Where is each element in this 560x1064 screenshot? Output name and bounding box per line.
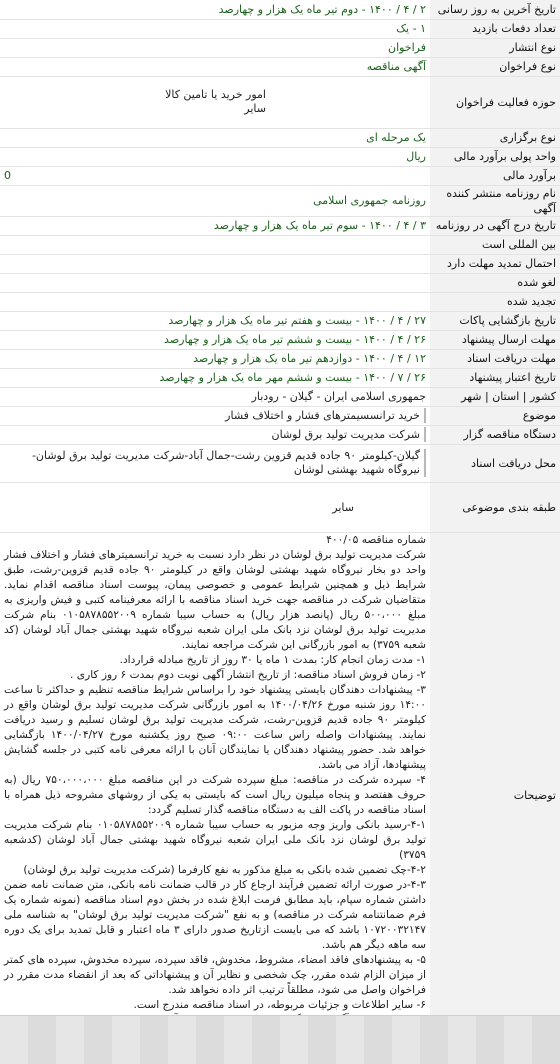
value-newspaper: روزنامه جمهوری اسلامی — [0, 185, 430, 216]
label-submit-deadline: مهلت ارسال پیشنهاد — [430, 330, 560, 349]
label-subject: موضوع — [430, 406, 560, 425]
description-line: ۵- به پیشنهادهای فاقد امضاء، مشروط، مخدوش، فاقد سپرده، سپرده مخدوش، سپرده های کمتر از میزان الزام شده مقرر، چک شخصی و نظایر آن و پیشنهاداتی که بعد از انقضاء مدت مقرر در فراخوان واصل می شود، مطلقاً ترتیب اثر داده نخواهد شد. — [4, 953, 426, 996]
label-publish-type: نوع انتشار — [430, 38, 560, 57]
label-location: کشور | استان | شهر — [430, 387, 560, 406]
value-renewed — [0, 292, 430, 311]
value-call-type: آگهی مناقصه — [0, 57, 430, 76]
value-cancelled — [0, 273, 430, 292]
label-last-update: تاریخ آخرین به روز رسانی — [430, 0, 560, 19]
row-activity-field — [0, 76, 560, 128]
row-visit-count — [0, 19, 560, 38]
row-organizer — [0, 425, 560, 444]
value-last-update: ۲ / ۴ / ۱۴۰۰ - دوم تیر ماه یک هزار و چهارصد — [0, 0, 430, 19]
label-visit-count: تعداد دفعات بازدید — [430, 19, 560, 38]
row-newspaper-date — [0, 216, 560, 235]
label-docs-place: محل دریافت اسناد — [430, 444, 560, 482]
value-submit-deadline: ۲۶ / ۴ / ۱۴۰۰ - بیست و ششم تیر ماه یک هزار و چهارصد — [0, 330, 430, 349]
value-publish-type: فراخوان — [0, 38, 430, 57]
label-cancelled: لغو شده — [430, 273, 560, 292]
description-line: ۶- سایر اطلاعات و جزئیات مربوطه، در اسناد مناقصه مندرج است. — [133, 998, 426, 1011]
description-line: ۴-۱-رسید بانکی واریز وجه مزبور به حساب سیبا شماره ۰۱۰۵۸۷۸۵۵۲۰۰۹ بنام شرکت مدیریت تولید برق لوشان نزد بانک ملی ایران شعبه نیروگاه شهید بهشتی جمال آباد لوشان (کدشعبه ۳۷۵۹) — [4, 818, 426, 861]
value-opening-date: ۲۷ / ۴ / ۱۴۰۰ - بیست و هفتم تیر ماه یک هزار و چهارصد — [0, 311, 430, 330]
description-line: ۳- پیشنهادات دهندگان بایستی پیشنهاد خود را براساس شرایط مناقصه تنظیم و حداکثر تا ساعت ۱۴:۰۰ روز شنبه مورخ ۱۴۰۰/۰۴/۲۶ به امور بازرگانی شرکت مدیریت تولید برق لوشان واقع در کیلومتر ۹۰ جاده قدیم قزوین-رشت، شرکت مدیریت تولید برق لوشان تسلیم و رسید دریافت نمایند. پیشنهادات واصله راس ساعت ۰۹:۰۰ صبح روز یکشنبه مورخ ۱۴۰۰/۰۴/۲۷ بازگشایی خواهد شد. حضور پیشنهاد دهندگان یا نمایندگان آنان با ارائه معرفی نامه کتبی در جلسه گشایش پیشنهادها، آزاد می باشد. — [4, 683, 426, 771]
label-activity-field: حوزه فعالیت فراخوان — [430, 76, 560, 128]
label-international: بین المللی است — [430, 235, 560, 254]
row-call-type — [0, 57, 560, 76]
description-line: ۴-۲-چک تضمین شده بانکی به مبلغ مذکور به نفع کارفرما (شرکت مدیریت تولید برق لوشان) — [23, 863, 426, 876]
label-organizer: دستگاه مناقصه گزار — [430, 425, 560, 444]
label-category: طبقه بندی موضوعی — [430, 482, 560, 532]
value-newspaper-date: ۳ / ۴ / ۱۴۰۰ - سوم تیر ماه یک هزار و چهارصد — [0, 216, 430, 235]
label-holding-type: نوع برگزاری — [430, 128, 560, 147]
row-newspaper — [0, 185, 560, 216]
description-line: شماره مناقصه ۴۰۰/۰۵ — [326, 533, 426, 546]
label-extension: احتمال تمدید مهلت دارد — [430, 254, 560, 273]
description-body — [0, 532, 430, 1058]
description-line: ۲- زمان فروش اسناد مناقصه: از تاریخ انتشار آگهی نوبت دوم بمدت ۶ روز کاری . — [70, 668, 426, 681]
value-activity-field: امور خرید یا تامین کالا سایر — [165, 88, 266, 115]
label-newspaper-date: تاریخ درج آگهی در روزنامه — [430, 216, 560, 235]
value-international — [0, 235, 430, 254]
label-newspaper: نام روزنامه منتشر کننده آگهی — [430, 185, 560, 216]
row-publish-type — [0, 38, 560, 57]
value-visit-count: ۱ - یک — [0, 19, 430, 38]
value-subject: خرید ترانسسیمترهای فشار و اختلاف فشار — [4, 408, 426, 423]
label-renewed: تجدید شده — [430, 292, 560, 311]
description-line: ۴-۳-در صورت ارائه تضمین فرآیند ارجاع کار در قالب ضمانت نامه بانکی، متن ضمانت نامه ضمن داشتن شماره سپام، باید مطابق فرمت ابلاغ شده در بخش دوم اسناد مناقصه (نمونه شماره یک فرم ضمانتنامه شرکت در مناقصه) و به نفع "شرکت مدیریت تولید برق لوشان" به شناسه ملی ۱۰۷۲۰۰۳۲۱۴۷ باشد که می بایست ازتاریخ صدور دارای ۳ ماه اعتبار و قابل تمدید برای یک دوره سه ماهه دیگر هم باشد. — [4, 878, 426, 951]
row-last-update — [0, 0, 560, 19]
row-opening-date — [0, 311, 560, 330]
description-line: شرکت مدیریت تولید برق لوشان در نظر دارد نسبت به خرید ترانسمیترهای فشار و اختلاف فشار واحد دو بخار نیروگاه شهید بهشتی لوشان واقع در کیلومتر ۹۰ جاده قدیم قزوین-رشت، طبق شرایط ذیل و همچنین شرایط عمومی و خصوصی پیمان، پیوست اسناد مناقصه اقدام نماید. متقاضیان شرکت در مناقصه جهت خرید اسناد مناقصه با ارائه معرفینامه کتبی و فیش واریزی به مبلغ ۵۰۰،۰۰۰ ریال (پانصد هزار ریال) به حساب سیبا شماره ۰۱۰۵۸۷۸۵۵۲۰۰۹ بنام شرکت مدیریت تولید برق لوشان نزد بانک ملی ایران شعبه نیروگاه شهید بهشتی جمال آباد لوشان (کد شعبه ۳۷۵۹) به امور بازرگانی این شرکت مراجعه نمایند. — [4, 548, 426, 651]
value-location: جمهوری اسلامی ایران - گیلان - رودبار — [0, 387, 430, 406]
value-docs-place: گیلان-کیلومتر ۹۰ جاده قدیم قزوین رشت-جمال آباد-شرکت مدیریت تولید برق لوشان-نیروگاه شهید بهشتی لوشان — [4, 449, 426, 477]
value-extension — [0, 254, 430, 273]
label-validity-date: تاریخ اعتبار پیشنهاد — [430, 368, 560, 387]
footer-band — [0, 1015, 560, 1064]
row-docs-place — [0, 444, 560, 482]
row-submit-deadline — [0, 330, 560, 349]
row-extension — [0, 254, 560, 273]
label-estimate: برآورد مالی — [430, 166, 560, 185]
value-holding-type: یک مرحله ای — [0, 128, 430, 147]
description-line: ۱- مدت زمان انجام کار: بمدت ۱ ماه یا ۳۰ روز از تاریخ مبادله قرارداد. — [119, 653, 426, 666]
label-docs-deadline: مهلت دریافت اسناد — [430, 349, 560, 368]
row-renewed — [0, 292, 560, 311]
row-validity-date — [0, 368, 560, 387]
row-category — [0, 482, 560, 532]
label-currency: واحد پولی برآورد مالی — [430, 147, 560, 166]
row-international — [0, 235, 560, 254]
value-validity-date: ۲۶ / ۷ / ۱۴۰۰ - بیست و ششم مهر ماه یک هزار و چهارصد — [0, 368, 430, 387]
value-currency: ریال — [0, 147, 430, 166]
row-description — [0, 532, 560, 1058]
row-cancelled — [0, 273, 560, 292]
value-category: سایر — [332, 500, 354, 514]
row-estimate — [0, 166, 560, 185]
label-call-type: نوع فراخوان — [430, 57, 560, 76]
row-subject — [0, 406, 560, 425]
row-docs-deadline — [0, 349, 560, 368]
row-currency — [0, 147, 560, 166]
label-opening-date: تاریخ بازگشایی پاکات — [430, 311, 560, 330]
label-description: توضیحات — [430, 532, 560, 1058]
row-holding-type — [0, 128, 560, 147]
value-estimate: 0 — [4, 169, 11, 182]
value-docs-deadline: ۱۲ / ۴ / ۱۴۰۰ - دوازدهم تیر ماه یک هزار و چهارصد — [0, 349, 430, 368]
value-organizer: شرکت مدیریت تولید برق لوشان — [4, 427, 426, 442]
description-line: ۴- سپرده شرکت در مناقصه: مبلغ سپرده شرکت در این مناقصه مبلغ ۷۵۰،۰۰۰،۰۰۰ ریال (به حروف هفتصد و پنجاه میلیون ریال است که بایستی به یکی از روشهای مشروحه ذیل همراه با اسناد مناقصه در پاکت الف به دستگاه مناقصه گذار تسلیم گردد: — [4, 773, 426, 816]
row-location — [0, 387, 560, 406]
